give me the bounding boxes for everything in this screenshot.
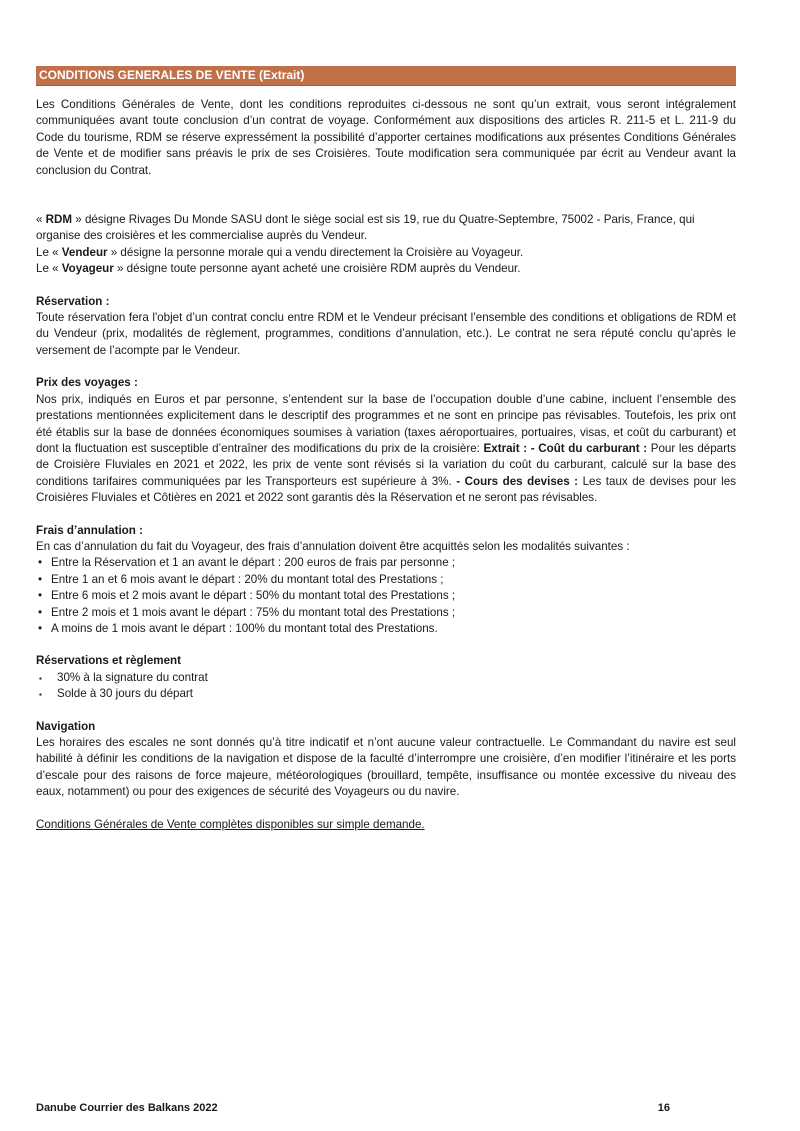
section-frais (36, 523, 736, 638)
section-reservation (36, 294, 736, 360)
definition-text: » désigne la personne morale qui a vendu directement la Croisière au Voyageur. (107, 245, 524, 259)
list-item-text: Entre la Réservation et 1 an avant le départ : 200 euros de frais par personne ; (51, 556, 456, 570)
bullet-icon: • (38, 556, 43, 570)
list-item (36, 686, 736, 702)
definition-prefix: Le « (36, 262, 62, 276)
section-text: Toute réservation fera l'objet d’un contrat conclu entre RDM et le Vendeur précisant l’ensemble des conditions et obligations de RDM et du Vendeur (prix, modalités de règlement, programmes, conditions d’annulation, etc.). Le contrat ne sera réputé conclu qu’après le versement de l’acompte par le Vendeur. (36, 311, 736, 357)
section-heading: Frais d’annulation : (36, 523, 143, 537)
section-navigation (36, 719, 736, 801)
page-footer (36, 1102, 670, 1114)
definitions (36, 212, 736, 278)
list-item (36, 555, 736, 571)
square-bullet-icon: ▪ (39, 690, 42, 700)
section-text (36, 392, 736, 507)
section-heading: Navigation (36, 719, 96, 733)
bullet-icon: • (38, 572, 43, 586)
definition-term: RDM (45, 213, 73, 227)
definition-text: » désigne Rivages Du Monde SASU dont le siège social est sis 19, rue du Quatre-Septembre, 75002 - Paris, France, qui organise des croisières et les commercialise auprès du Vendeur. (36, 213, 695, 243)
section-banner: CONDITIONS GENERALES DE VENTE (Extrait) (36, 66, 736, 86)
section-text: Les horaires des escales ne sont donnés qu’à titre indicatif et n’ont aucune valeur contractuelle. Le Commandant du navire est seul habilité à définir les conditions de la navigation et dispose de la faculté d’interrompre une croisière, d’en modifier l’itinéraire et les ports d’escale pour des raisons de force majeure, météorologiques (brouillard, tempête, insuffisance ou montée excessive du niveau des eaux, notamment) ou pour des exigences de sécurité des Voyageurs ou du navire. (36, 736, 736, 799)
list-item-text: Entre 2 mois et 1 mois avant le départ : 75% du montant total des Prestations ; (51, 605, 456, 619)
text-run: Nos prix, indiqués en Euros et par personne, s’entendent sur la base de l’occupation double d’une cabine, incluent l’ensemble des prestations mentionnées explicitement dans le descriptif des programmes et ne sont en principe pas révisables. Toutefois, les prix ont été établis sur la base de données économiques soumises à variation (taxes aéroportuaires, portuaires, visas, et coût du carburant) et dont la fluctuation est susceptible d’entraîner des modifications du prix de la croisière: (36, 392, 736, 455)
list-item-text: 30% à la signature du contrat (57, 670, 208, 684)
list-item (36, 670, 736, 686)
section-reglement (36, 653, 736, 702)
text-run: Les taux de devises pour les Croisières Fluviales et Côtières en 2021 et 2022 sont garantis dès la Réservation et ne seront pas révisables. (36, 474, 736, 505)
definition-term: Vendeur (61, 245, 108, 259)
section-prix (36, 375, 736, 506)
list-item (36, 572, 736, 588)
list-item (36, 605, 736, 621)
definition-rdm (36, 212, 736, 245)
definition-vendeur (36, 245, 736, 261)
bullet-icon: • (38, 589, 43, 603)
definition-voyageur (36, 261, 736, 277)
section-text: En cas d’annulation du fait du Voyageur, des frais d’annulation doivent être acquittés selon les modalités suivantes : (36, 539, 630, 553)
bullet-icon: • (38, 605, 43, 619)
list-item-text: A moins de 1 mois avant le départ : 100% du montant total des Prestations. (51, 621, 438, 635)
section-heading: Réservations et règlement (36, 654, 181, 668)
definition-prefix: « (36, 213, 46, 227)
bullet-icon: • (38, 621, 43, 635)
bold-run: - Cours des devises : (456, 474, 579, 488)
list-item-text: Entre 1 an et 6 mois avant le départ : 20% du montant total des Prestations ; (51, 572, 444, 586)
list-item-text: Solde à 30 jours du départ (57, 687, 194, 701)
definition-text: » désigne toute personne ayant acheté une croisière RDM auprès du Vendeur. (113, 262, 521, 276)
list-item (36, 621, 736, 637)
closing-note: Conditions Générales de Vente complètes disponibles sur simple demande. (36, 817, 425, 831)
section-heading: Réservation : (36, 294, 110, 308)
section-heading: Prix des voyages : (36, 376, 138, 390)
bold-run: Extrait : - Coût du carburant : (483, 441, 648, 455)
bullet-list (36, 670, 736, 703)
list-item (36, 588, 736, 604)
text-run: Pour les départs de Croisière Fluviales en 2021 et 2022, les prix de vente sont révisés si la variation du coût du carburant, calculé sur la base des conditions tarifaires communiquées par les Transporteurs est supérieure à 3%. (36, 441, 736, 488)
definition-prefix: Le « (36, 245, 62, 259)
bullet-list (36, 555, 736, 637)
list-item-text: Entre 6 mois et 2 mois avant le départ : 50% du montant total des Prestations ; (51, 589, 456, 603)
definition-term: Voyageur (61, 262, 114, 276)
document-page (36, 66, 736, 845)
intro-paragraph: Les Conditions Générales de Vente, dont les conditions reproduites ci-dessous ne sont qu’un extrait, vous seront intégralement communiquées avant toute conclusion d’un contrat de voyage. Conformément aux dispositions des articles R. 211-5 et L. 211-9 du Code du tourisme, RDM se réserve expressément la possibilité d’apporter certaines modifications aux présentes Conditions Générales de Vente et de modifier sans préavis le prix de ses Croisières. Toute modification sera communiquée par écrit au Vendeur avant la conclusion du Contrat. (36, 98, 736, 177)
page-number: 16 (657, 1102, 670, 1114)
square-bullet-icon: ▪ (39, 673, 42, 683)
footer-title: Danube Courrier des Balkans 2022 (36, 1102, 218, 1114)
